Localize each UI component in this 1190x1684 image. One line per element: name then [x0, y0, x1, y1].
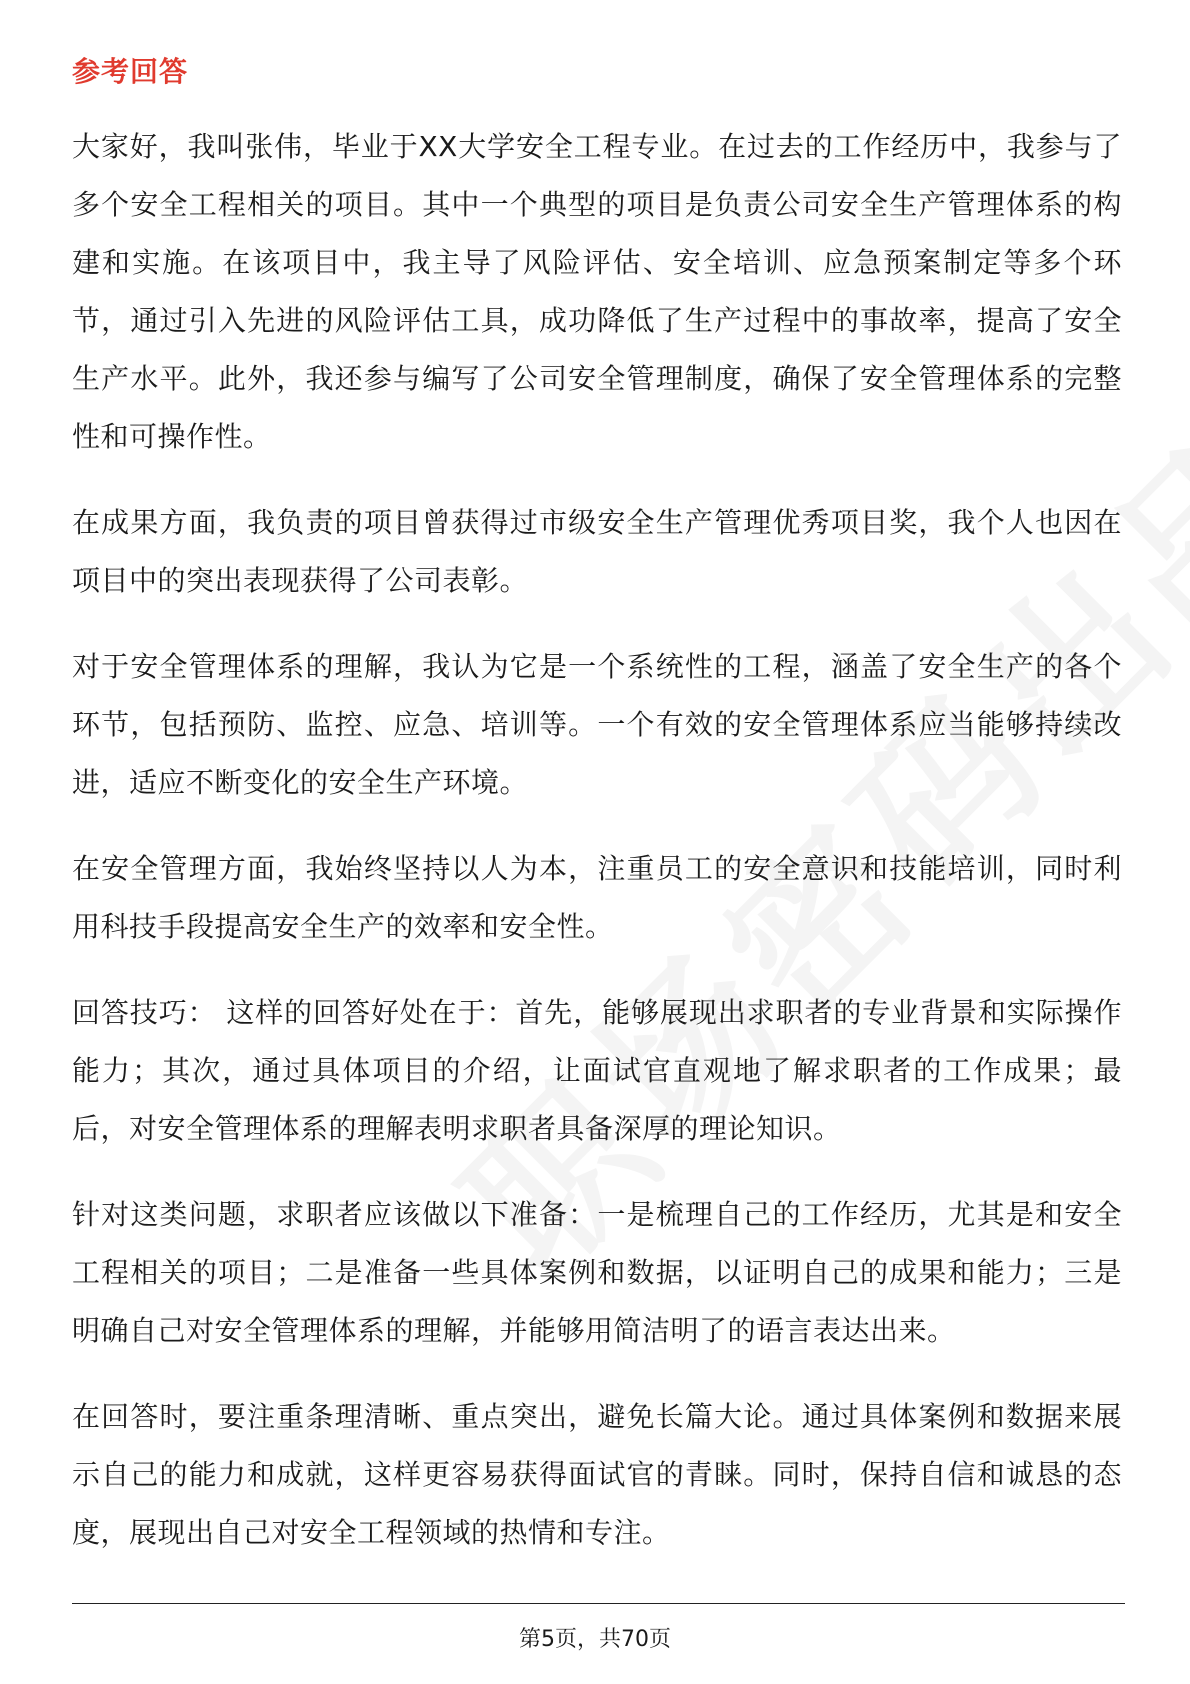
- paragraph-understanding: 对于安全管理体系的理解，我认为它是一个系统性的工程，涵盖了安全生产的各个环节，包括预防、监控、应急、培训等。一个有效的安全管理体系应当能够持续改进，适应不断变化的安全生产环境。: [72, 650, 1122, 799]
- paragraph-management: 在安全管理方面，我始终坚持以人为本，注重员工的安全意识和技能培训，同时利用科技手段提高安全生产的效率和安全性。: [72, 852, 1122, 943]
- footer-divider: [72, 1603, 1125, 1604]
- paragraph-advice: 在回答时，要注重条理清晰、重点突出，避免长篇大论。通过具体案例和数据来展示自己的能力和成就，这样更容易获得面试官的青睐。同时，保持自信和诚恳的态度，展现出自己对安全工程领域的热情和专注。: [72, 1400, 1122, 1549]
- paragraph-tips: 回答技巧： 这样的回答好处在于：首先，能够展现出求职者的专业背景和实际操作能力；其次，通过具体项目的介绍，让面试官直观地了解求职者的工作成果；最后，对安全管理体系的理解表明求职者具备深厚的理论知识。: [72, 996, 1122, 1145]
- paragraph-intro: 大家好，我叫张伟，毕业于XX大学安全工程专业。在过去的工作经历中，我参与了多个安全工程相关的项目。其中一个典型的项目是负责公司安全生产管理体系的构建和实施。在该项目中，我主导了风险评估、安全培训、应急预案制定等多个环节，通过引入先进的风险评估工具，成功降低了生产过程中的事故率，提高了安全生产水平。此外，我还参与编写了公司安全管理制度，确保了安全管理体系的完整性和可操作性。: [72, 130, 1122, 453]
- paragraph-achievements: 在成果方面，我负责的项目曾获得过市级安全生产管理优秀项目奖，我个人也因在项目中的突出表现获得了公司表彰。: [72, 506, 1122, 597]
- section-title: 参考回答: [72, 55, 189, 88]
- paragraph-preparation: 针对这类问题，求职者应该做以下准备：一是梳理自己的工作经历，尤其是和安全工程相关的项目；二是准备一些具体案例和数据，以证明自己的成果和能力；三是明确自己对安全管理体系的理解，并能够用简洁明了的语言表达出来。: [72, 1198, 1122, 1347]
- page-number: 第5页，共70页: [519, 1627, 671, 1652]
- answer-body: [72, 118, 1122, 1590]
